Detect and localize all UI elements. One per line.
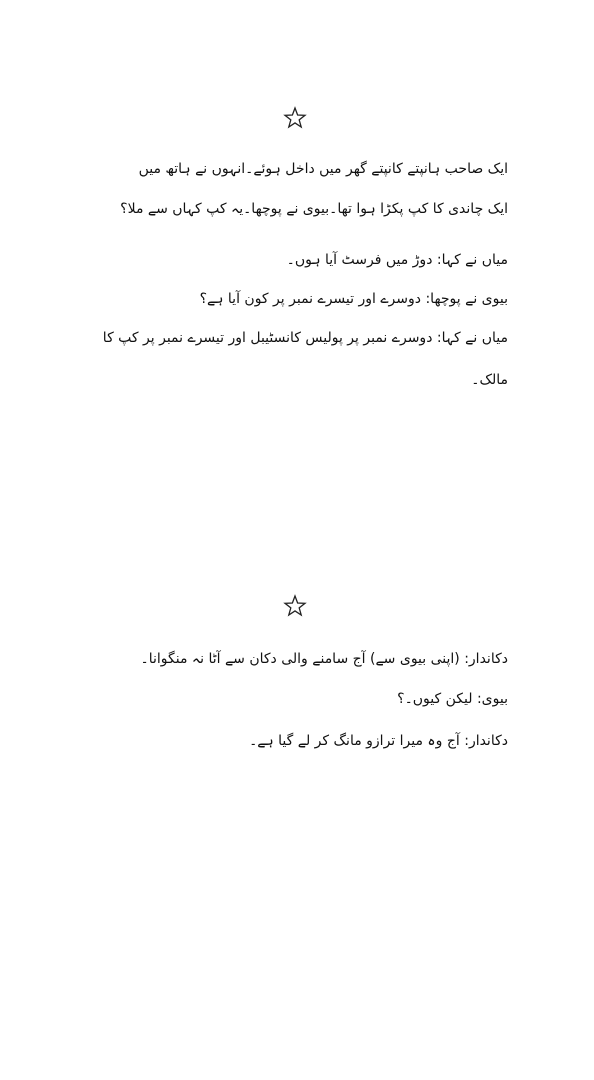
joke-2-line-2: بیوی: لیکن کیوں۔؟ — [397, 691, 508, 707]
joke-1-line-3: میاں نے کہا: دوڑ میں فرسٹ آیا ہوں۔ — [286, 252, 508, 268]
joke-1-line-4: بیوی نے پوچھا: دوسرے اور تیسرے نمبر پر کون آیا ہے؟ — [199, 291, 508, 307]
joke-2-line-3: دکاندار: آج وہ میرا ترازو مانگ کر لے گیا ہے۔ — [249, 733, 508, 749]
joke-2-line-1: دکاندار: (اپنی بیوی سے) آج سامنے والی دکان سے آٹا نہ منگوانا۔ — [140, 651, 508, 667]
joke-1-line-2: ایک چاندی کا کپ پکڑا ہوا تھا۔بیوی نے پوچھا۔یہ کپ کہاں سے ملا؟ — [120, 201, 508, 217]
star-icon — [283, 106, 307, 130]
joke-1-line-1: ایک صاحب ہانپتے کانپتے گھر میں داخل ہوئے۔انہوں نے ہاتھ میں — [138, 161, 508, 177]
joke-1-line-6: مالک۔ — [471, 372, 508, 388]
joke-1-line-5: میاں نے کہا: دوسرے نمبر پر پولیس کانسٹیبل اور تیسرے نمبر پر کپ کا — [102, 330, 508, 346]
star-icon — [283, 594, 307, 618]
